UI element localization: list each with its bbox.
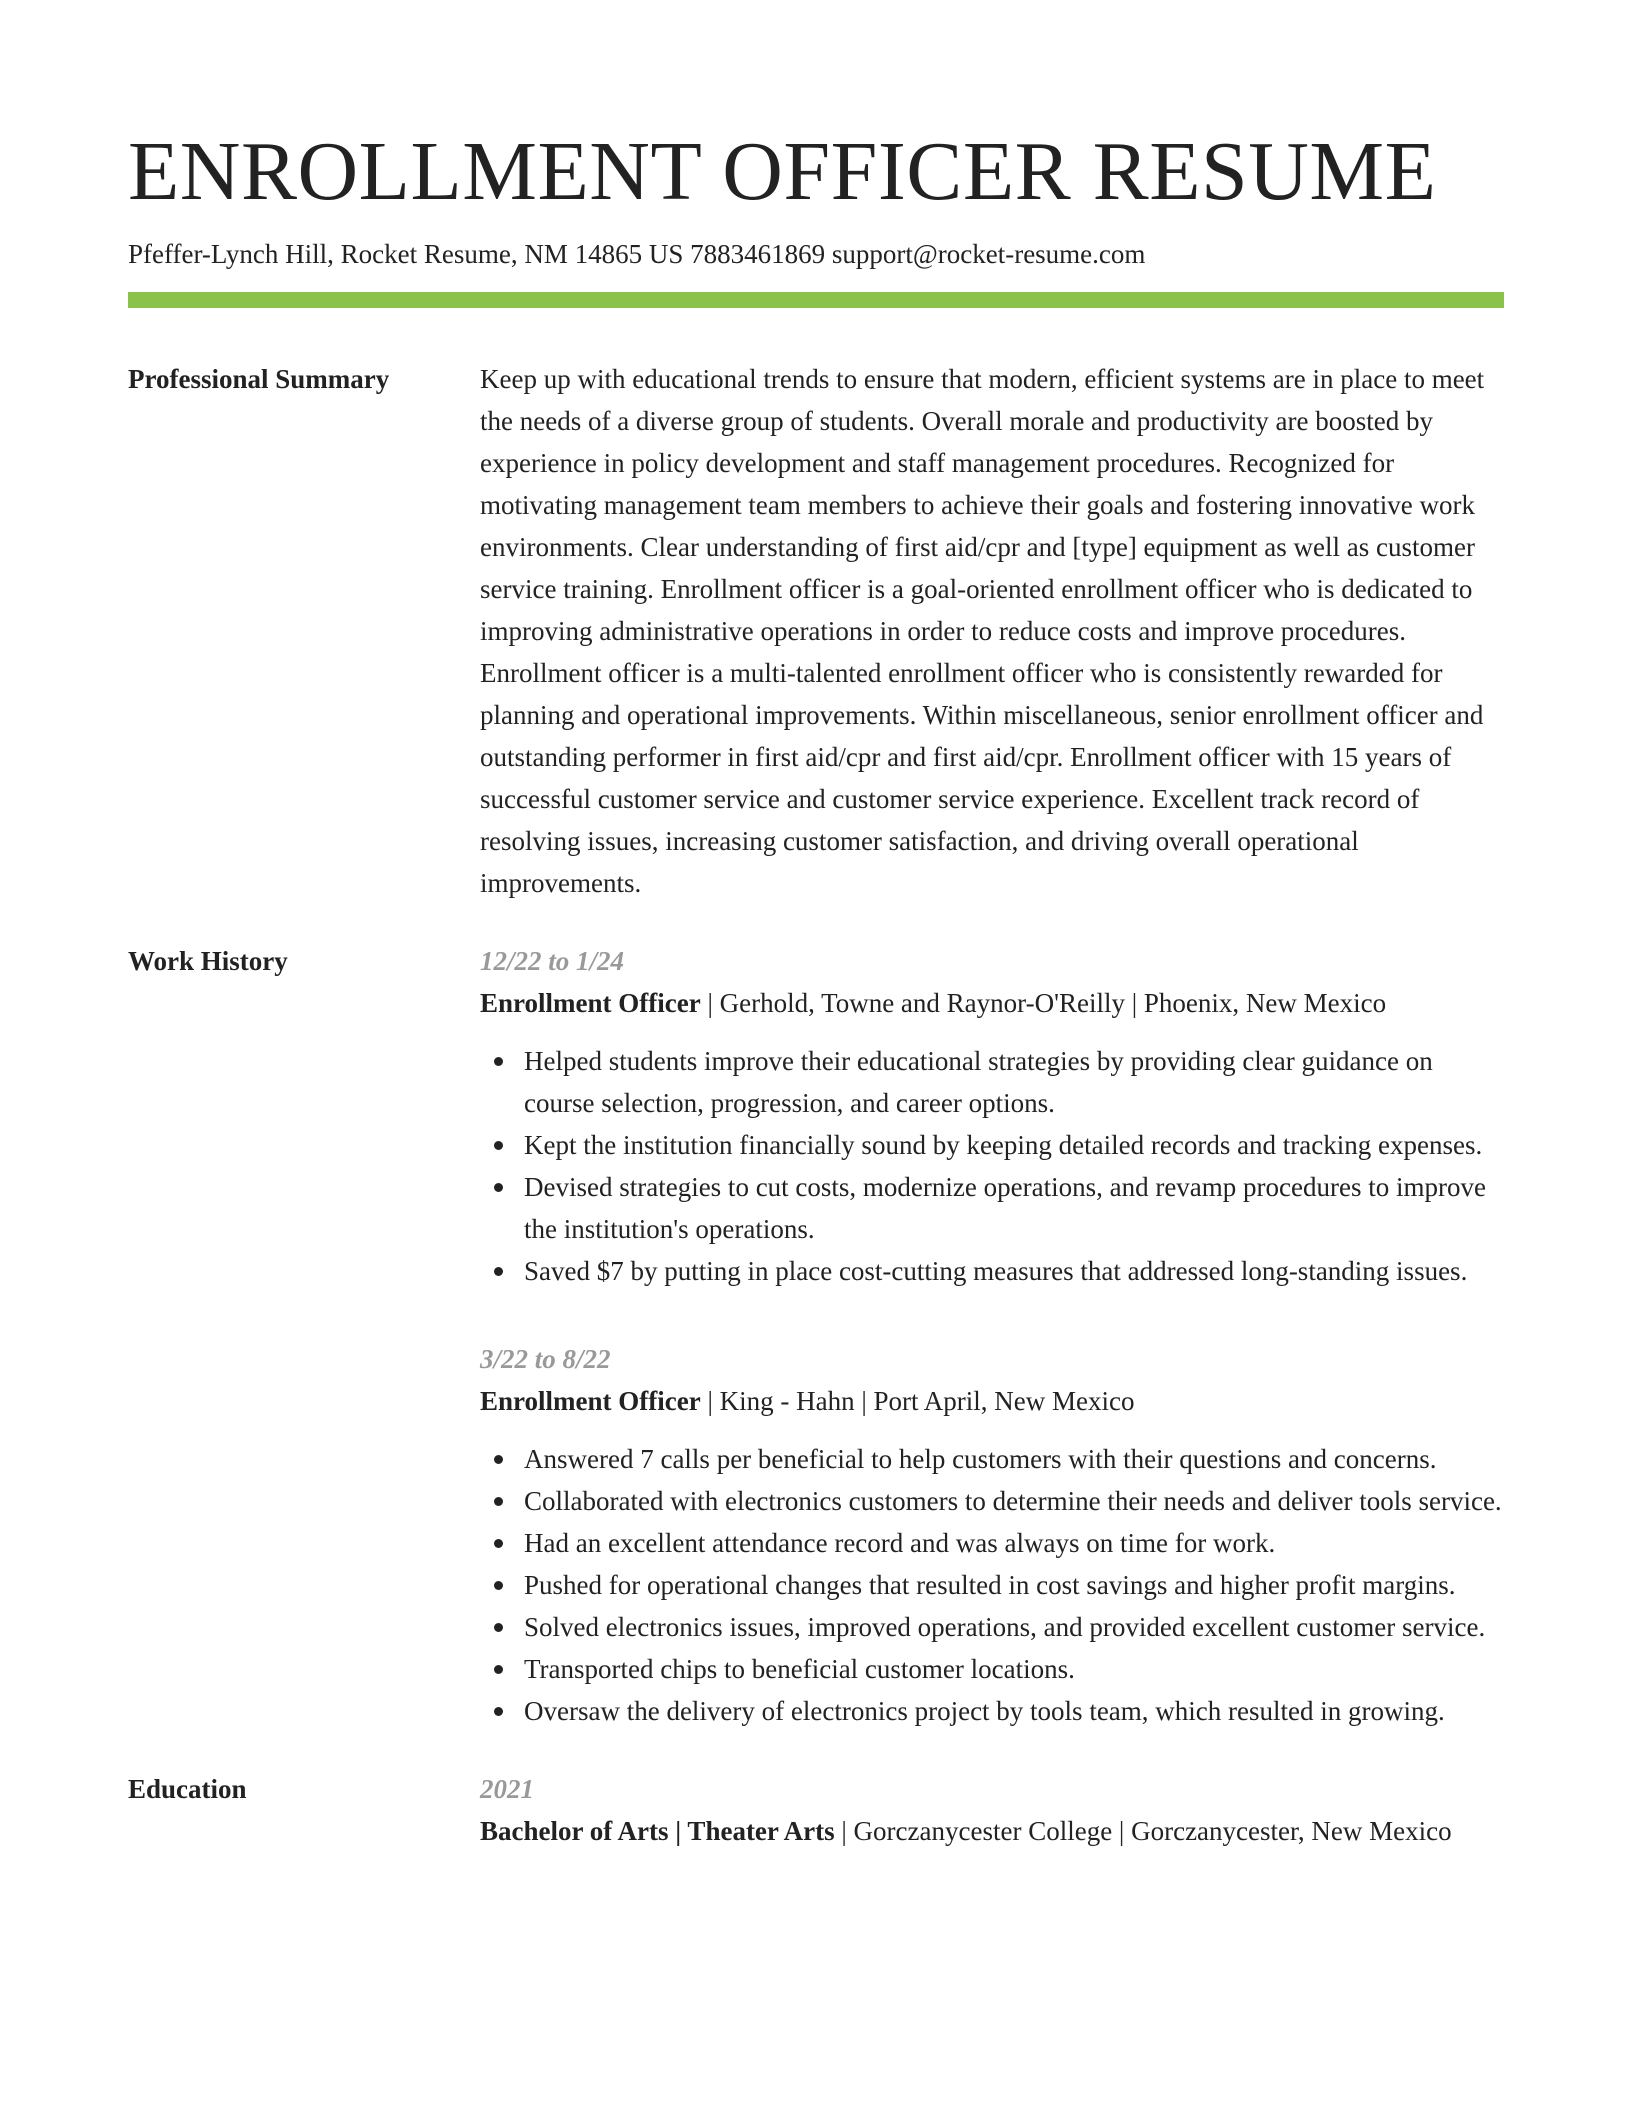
bullet-icon xyxy=(494,1665,503,1674)
list-item xyxy=(524,1648,1504,1690)
list-item xyxy=(524,1250,1504,1292)
list-item xyxy=(524,1438,1504,1480)
bullet-icon xyxy=(494,1455,503,1464)
duty-text: Solved electronics issues, improved operations, and provided excellent customer service. xyxy=(524,1612,1486,1642)
duty-text: Transported chips to beneficial customer locations. xyxy=(524,1654,1075,1684)
job-title: Enrollment Officer xyxy=(480,988,701,1018)
list-item xyxy=(524,1124,1504,1166)
duty-text: Pushed for operational changes that resulted in cost savings and higher profit margins. xyxy=(524,1570,1456,1600)
list-item xyxy=(524,1166,1504,1250)
degree-title: Bachelor of Arts | Theater Arts xyxy=(480,1816,835,1846)
list-item xyxy=(524,1690,1504,1732)
section-label-education: Education xyxy=(128,1774,247,1804)
job-title: Enrollment Officer xyxy=(480,1386,701,1416)
duty-text: Answered 7 calls per beneficial to help customers with their questions and concerns. xyxy=(524,1444,1437,1474)
job-entry xyxy=(480,940,1504,1292)
bullet-icon xyxy=(494,1057,503,1066)
section-label-work: Work History xyxy=(128,946,288,976)
education-section xyxy=(128,1768,1504,1852)
bullet-icon xyxy=(494,1539,503,1548)
job-employer-location: | Gerhold, Towne and Raynor-O'Reilly | Phoenix, New Mexico xyxy=(700,988,1387,1018)
job-duties-list xyxy=(480,1438,1504,1732)
job-employer-location: | King - Hahn | Port April, New Mexico xyxy=(700,1386,1135,1416)
duty-text: Had an excellent attendance record and was always on time for work. xyxy=(524,1528,1276,1558)
bullet-icon xyxy=(494,1183,503,1192)
bullet-icon xyxy=(494,1267,503,1276)
bullet-icon xyxy=(494,1497,503,1506)
duty-text: Saved $7 by putting in place cost-cutting measures that addressed long-standing issues. xyxy=(524,1256,1468,1286)
section-label-summary: Professional Summary xyxy=(128,364,390,394)
education-heading xyxy=(480,1810,1504,1852)
job-entry xyxy=(480,1338,1504,1732)
duty-text: Oversaw the delivery of electronics project by tools team, which resulted in growing. xyxy=(524,1696,1445,1726)
job-duties-list xyxy=(480,1040,1504,1292)
duty-text: Helped students improve their educational strategies by providing clear guidance on course selection, progression, and career options. xyxy=(524,1046,1433,1118)
work-history-section xyxy=(128,940,1504,1732)
list-item xyxy=(524,1522,1504,1564)
education-year: 2021 xyxy=(480,1774,534,1804)
resume-title: ENROLLMENT OFFICER RESUME xyxy=(128,125,1437,218)
bullet-icon xyxy=(494,1623,503,1632)
list-item xyxy=(524,1564,1504,1606)
list-item xyxy=(524,1606,1504,1648)
list-item xyxy=(524,1480,1504,1522)
bullet-icon xyxy=(494,1581,503,1590)
contact-info: Pfeffer-Lynch Hill, Rocket Resume, NM 14865 US 7883461869 support@rocket-resume.com xyxy=(128,239,1146,269)
list-item xyxy=(524,1040,1504,1124)
job-dates: 3/22 to 8/22 xyxy=(480,1344,611,1374)
duty-text: Devised strategies to cut costs, modernize operations, and revamp procedures to improve the institution's operations. xyxy=(524,1172,1486,1244)
bullet-icon xyxy=(494,1141,503,1150)
header-divider xyxy=(128,292,1504,308)
resume-page xyxy=(128,0,1504,1852)
duty-text: Kept the institution financially sound by keeping detailed records and tracking expenses. xyxy=(524,1130,1483,1160)
job-heading xyxy=(480,982,1504,1024)
school-location: | Gorczanycester College | Gorczanycester, New Mexico xyxy=(834,1816,1452,1846)
professional-summary-section xyxy=(128,358,1504,904)
job-heading xyxy=(480,1380,1504,1422)
summary-text: Keep up with educational trends to ensure that modern, efficient systems are in place to meet the needs of a diverse group of students. Overall morale and productivity are boosted by experience in policy development and staff management procedures. Recognized for motivating management team members to achieve their goals and fostering innovative work environments. Clear understanding of first aid/cpr and [type] equipment as well as customer service training. Enrollment officer is a goal-oriented enrollment officer who is dedicated to improving administrative operations in order to reduce costs and improve procedures. Enrollment officer is a multi-talented enrollment officer who is consistently rewarded for planning and operational improvements. Within miscellaneous, senior enrollment officer and outstanding performer in first aid/cpr and first aid/cpr. Enrollment officer with 15 years of successful customer service and customer service experience. Excellent track record of resolving issues, increasing customer satisfaction, and driving overall operational improvements. xyxy=(480,364,1485,898)
job-dates: 12/22 to 1/24 xyxy=(480,946,625,976)
bullet-icon xyxy=(494,1707,503,1716)
duty-text: Collaborated with electronics customers to determine their needs and deliver tools service. xyxy=(524,1486,1502,1516)
